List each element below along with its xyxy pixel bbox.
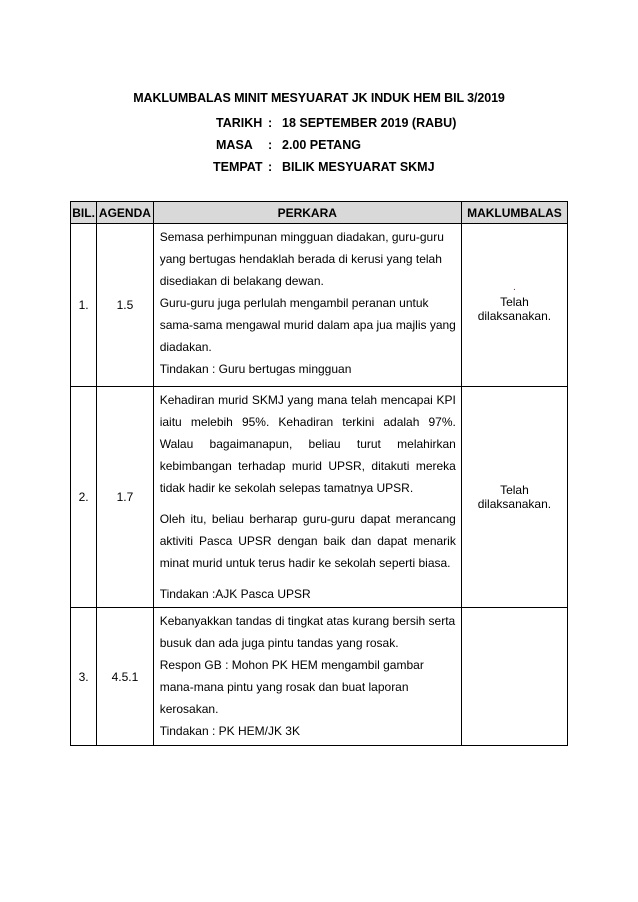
meta-separator: : [268, 116, 273, 130]
cell-maklumbalas: Telah dilaksanakan. [461, 387, 567, 608]
cell-maklumbalas [461, 608, 567, 746]
table-header-row [71, 202, 568, 224]
meta-tarikh [216, 116, 456, 130]
perkara-line: Tindakan :AJK Pasca UPSR [159, 587, 311, 601]
meta-label: MASA [216, 138, 253, 152]
minutes-table [70, 201, 568, 746]
meta-tempat [213, 160, 435, 174]
perkara-line: minat murid untuk terus hadir ke sekolah seperti biasa. [159, 556, 451, 570]
perkara-line: Semasa perhimpunan mingguan diadakan, guru-guru [159, 230, 444, 244]
perkara-line: diadakan. [159, 340, 212, 354]
perkara-line: Tindakan : Guru bertugas mingguan [159, 362, 352, 376]
meta-masa [216, 138, 361, 152]
cell-perkara [153, 224, 461, 387]
perkara-line: Kebanyakkan tandas di tingkat atas kurang bersih serta [159, 614, 456, 628]
perkara-line: Walau bagaimanapun, beliau turut melahirkan [159, 437, 456, 451]
meta-value: 2.00 PETANG [282, 138, 361, 152]
column-header-maklumbalas: MAKLUMBALAS [461, 202, 567, 224]
cell-bil: 3. [71, 608, 97, 746]
column-header-bil: BIL. [71, 202, 97, 224]
cell-perkara [153, 608, 461, 746]
meta-separator: : [268, 160, 273, 174]
perkara-line: mana-mana pintu yang rosak dan buat laporan [159, 680, 409, 694]
table-row [71, 608, 568, 746]
cell-bil: 1. [71, 224, 97, 387]
red-mark: · [512, 284, 517, 295]
meta-label: TARIKH [216, 116, 263, 130]
cell-agenda: 1.5 [97, 224, 154, 387]
column-header-perkara: PERKARA [153, 202, 461, 224]
cell-agenda: 4.5.1 [97, 608, 154, 746]
meta-label: TEMPAT [213, 160, 263, 174]
perkara-line: Guru-guru juga perlulah mengambil peranan untuk [159, 296, 429, 310]
meta-value: 18 SEPTEMBER 2019 (RABU) [282, 116, 457, 130]
perkara-line: Tindakan : PK HEM/JK 3K [159, 724, 300, 738]
document-title: MAKLUMBALAS MINIT MESYUARAT JK INDUK HEM BIL 3/2019 [133, 91, 505, 105]
perkara-line: Kehadiran murid SKMJ yang mana telah mencapai KPI [159, 393, 456, 407]
perkara-line: kerosakan. [159, 702, 219, 716]
meta-value: BILIK MESYUARAT SKMJ [282, 160, 435, 174]
perkara-line: iaitu melebih 95%. Kehadiran terkini adalah 97%. [159, 415, 456, 429]
paragraph-gap [160, 574, 456, 583]
perkara-line: sama-sama mengawal murid dalam apa jua majlis yang [159, 318, 456, 332]
cell-maklumbalas [461, 224, 567, 387]
meta-separator: : [268, 138, 273, 152]
perkara-line: tidak hadir ke sekolah selepas tamatnya UPSR. [159, 481, 414, 495]
maklumbalas-text: Telah dilaksanakan. [477, 295, 552, 323]
perkara-line: disediakan di belakang dewan. [159, 274, 324, 288]
cell-bil: 2. [71, 387, 97, 608]
perkara-line: kebimbangan terhadap murid UPSR, ditakuti mereka [159, 459, 456, 473]
perkara-line: busuk dan ada juga pintu tandas yang rosak. [159, 636, 399, 650]
column-header-agenda: AGENDA [97, 202, 154, 224]
cell-agenda: 1.7 [97, 387, 154, 608]
table-row [71, 224, 568, 387]
perkara-line: Oleh itu, beliau berharap guru-guru dapat merancang [159, 512, 456, 526]
paragraph-gap [160, 499, 456, 508]
table-row [71, 387, 568, 608]
perkara-line: yang bertugas hendaklah berada di kerusi yang telah [159, 252, 442, 266]
perkara-line: Respon GB : Mohon PK HEM mengambil gambar [159, 658, 424, 672]
perkara-line: aktiviti Pasca UPSR dengan baik dan dapat menarik [159, 534, 456, 548]
cell-perkara [153, 387, 461, 608]
